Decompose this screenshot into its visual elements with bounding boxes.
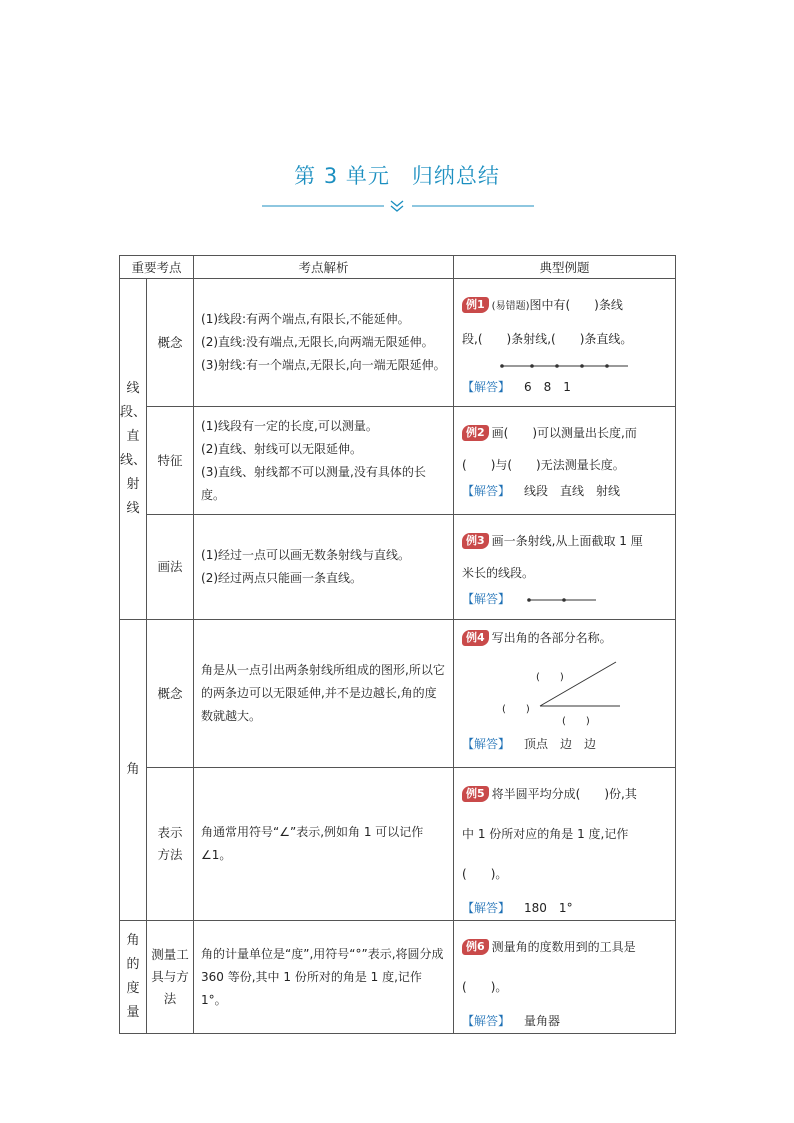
subtopic-measuring-tools: 测量工具与方法	[147, 921, 194, 1034]
analysis-cell: (1)线段:有两个端点,有限长,不能延伸。 (2)直线:没有端点,无限长,向两端无限延伸。 (3)射线:有一个端点,无限长,向一端无限延伸。	[194, 279, 454, 407]
subtopic-feature: 特征	[147, 407, 194, 515]
label-upper-side: ( )	[536, 672, 564, 683]
example-cell: 例3 画一条射线,从上面截取 1 厘 米长的线段。 【解答】	[454, 515, 676, 620]
subtopic-concept: 概念	[147, 620, 194, 768]
subtopic-drawing: 画法	[147, 515, 194, 620]
figure-point	[605, 364, 609, 368]
subtopic-concept: 概念	[147, 279, 194, 407]
figure-point	[530, 364, 534, 368]
header-example: 典型例题	[454, 256, 676, 279]
header-topic: 重要考点	[120, 256, 194, 279]
figure-point	[500, 364, 504, 368]
analysis-cell: 角是从一点引出两条射线所组成的图形,所以它的两条边可以无限延伸,并不是边越长,角的度数就越大。	[194, 620, 454, 768]
example-badge: 例4	[462, 630, 489, 646]
figure-point	[555, 364, 559, 368]
topic-angle: 角	[120, 620, 147, 921]
example-badge: 例3	[462, 533, 489, 549]
example-cell: 例2 画( )可以测量出长度,而 ( )与( )无法测量长度。 【解答】 线段 直线 射线	[454, 407, 676, 515]
answer-label: 【解答】	[462, 737, 511, 751]
topic-line-segment-ray-line: 线 段、 直 线、 射 线	[120, 279, 147, 620]
example-cell: 例1 (易错题)图中有( )条线 段,( )条射线,( )条直线。 【解答】 6 8 1	[454, 279, 676, 407]
example-badge: 例1	[462, 297, 489, 313]
example-cell: 例4 写出角的各部分名称。 ( ) ( ) ( ) 【解答】 顶点 边 边	[454, 620, 676, 768]
answer-label: 【解答】	[462, 1014, 511, 1028]
topic-angle-measurement: 角 的 度 量	[120, 921, 147, 1034]
table-row	[120, 407, 676, 515]
summary-table	[119, 255, 676, 1034]
answer-value: 180 1°	[524, 901, 573, 915]
label-lower-side: ( )	[562, 716, 590, 727]
ray-answer-figure	[524, 595, 604, 605]
example-badge: 例2	[462, 425, 489, 441]
angle-figure	[462, 650, 669, 730]
answer-value: 6 8 1	[524, 380, 571, 394]
title-divider	[258, 198, 536, 214]
table-row	[120, 768, 676, 921]
table-row	[120, 921, 676, 1034]
line-figure	[462, 359, 662, 373]
answer-label: 【解答】	[462, 901, 511, 915]
table-header-row	[120, 256, 676, 279]
answer-label: 【解答】	[462, 592, 511, 606]
analysis-cell: 角的计量单位是“度”,用符号“°”表示,将圆分成 360 等份,其中 1 份所对的角是 1 度,记作 1°。	[194, 921, 454, 1034]
figure-point	[580, 364, 584, 368]
label-vertex: ( )	[502, 704, 530, 715]
analysis-cell: (1)线段有一定的长度,可以测量。 (2)直线、射线可以无限延伸。 (3)直线、射线都不可以测量,没有具体的长度。	[194, 407, 454, 515]
answer-value: 线段 直线 射线	[524, 484, 621, 498]
example-cell: 例6 测量角的度数用到的工具是 ( )。 【解答】 量角器	[454, 921, 676, 1034]
header-analysis: 考点解析	[194, 256, 454, 279]
page-title: 第 3 单元 归纳总结	[294, 164, 500, 188]
answer-label: 【解答】	[462, 484, 511, 498]
chevron-down-icon	[391, 201, 403, 206]
table-row	[120, 620, 676, 768]
example-cell: 例5 将半圆平均分成( )份,其 中 1 份所对应的角是 1 度,记作 ( )。 【解答】 180 1°	[454, 768, 676, 921]
answer-label: 【解答】	[462, 380, 511, 394]
table-row	[120, 515, 676, 620]
subtopic-notation: 表示方法	[147, 768, 194, 921]
analysis-cell: 角通常用符号“∠”表示,例如角 1 可以记作∠1。	[194, 768, 454, 921]
example-badge: 例5	[462, 786, 489, 802]
example-badge: 例6	[462, 939, 489, 955]
analysis-cell: (1)经过一点可以画无数条射线与直线。 (2)经过两点只能画一条直线。	[194, 515, 454, 620]
question-tag: (易错题)	[491, 301, 530, 312]
answer-value: 量角器	[524, 1014, 561, 1028]
answer-value: 顶点 边 边	[524, 737, 597, 751]
table-row	[120, 279, 676, 407]
